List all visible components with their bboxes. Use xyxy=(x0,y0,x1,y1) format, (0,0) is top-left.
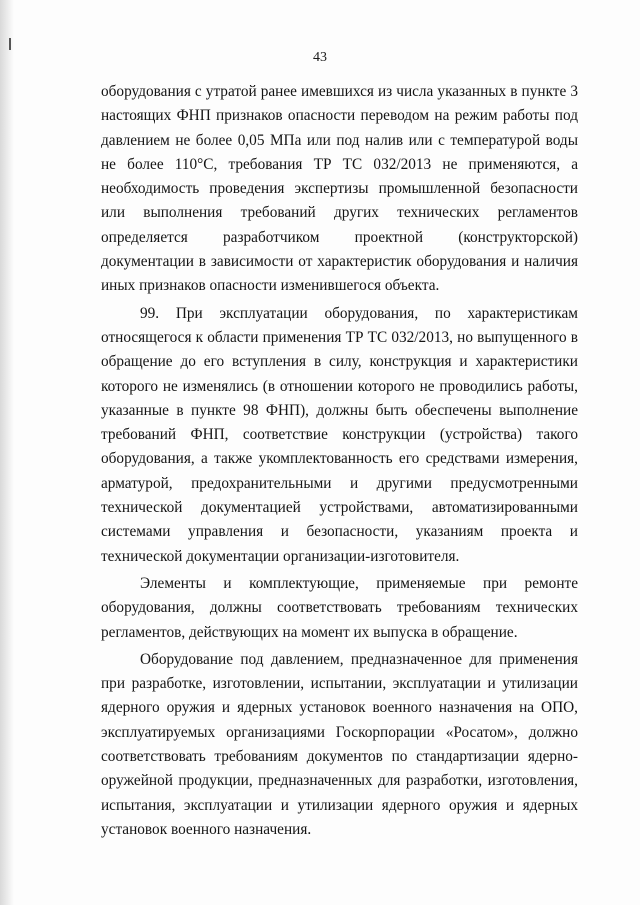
page-number: 43 xyxy=(313,50,327,65)
paragraph-repair-components: Элементы и комплектующие, применяемые при ремонте оборудования, должны соответствовать требованиям технических регламентов, действующих на момент их выпуска в обращение. xyxy=(101,574,578,641)
scan-edge-shadow xyxy=(0,0,14,905)
scan-mark xyxy=(9,38,11,50)
paragraph-item-99: 99. При эксплуатации оборудования, по характеристикам относящегося к области применения ТР ТС 032/2013, но выпущенного в обращение до его вступления в силу, конструкция и характеристики которого не изменялись (в отношении которого не проводились работы, указанные в пункте 98 ФНП), должны быть обеспечены выполнение требований ФНП, соответствие конструкции (устройства) такого оборудования, а также укомплектованность его средствами измерения, арматурой, предохранительными и другими предусмотренными технической документацией устройствами, автоматизированными системами управления и безопасности, указаниям проекта и технической документации организации-изготовителя. xyxy=(101,304,578,565)
paragraph-continuation: оборудования с утратой ранее имевшихся из числа указанных в пункте 3 настоящих ФНП признаков опасности переводом на режим работы под давлением не более 0,05 МПа или под налив или с температурой воды не более 110°С, требования ТР ТС 032/2013 не применяются, а необходимость проведения экспертизы промышленной безопасности или выполнения требований других технических регламентов определяется разработчиком проектной (конструкторской) документации в зависимости от характеристик оборудования и наличия иных признаков опасности изменившегося объекта. xyxy=(101,83,578,295)
paragraph-rosatom-equipment: Оборудование под давлением, предназначенное для применения при разработке, изготовлении, испытании, эксплуатации и утилизации ядерного оружия и ядерных установок военного назначения на ОПО, эксплуатируемых организациями Госкорпорации «Росатом», должно соответствовать требованиям документов по стандартизации ядерно-оружейной продукции, предназначенных для разработки, изготовления, испытания, эксплуатации и утилизации ядерного оружия и ядерных установок военного назначения. xyxy=(101,650,578,838)
document-body xyxy=(101,80,578,845)
